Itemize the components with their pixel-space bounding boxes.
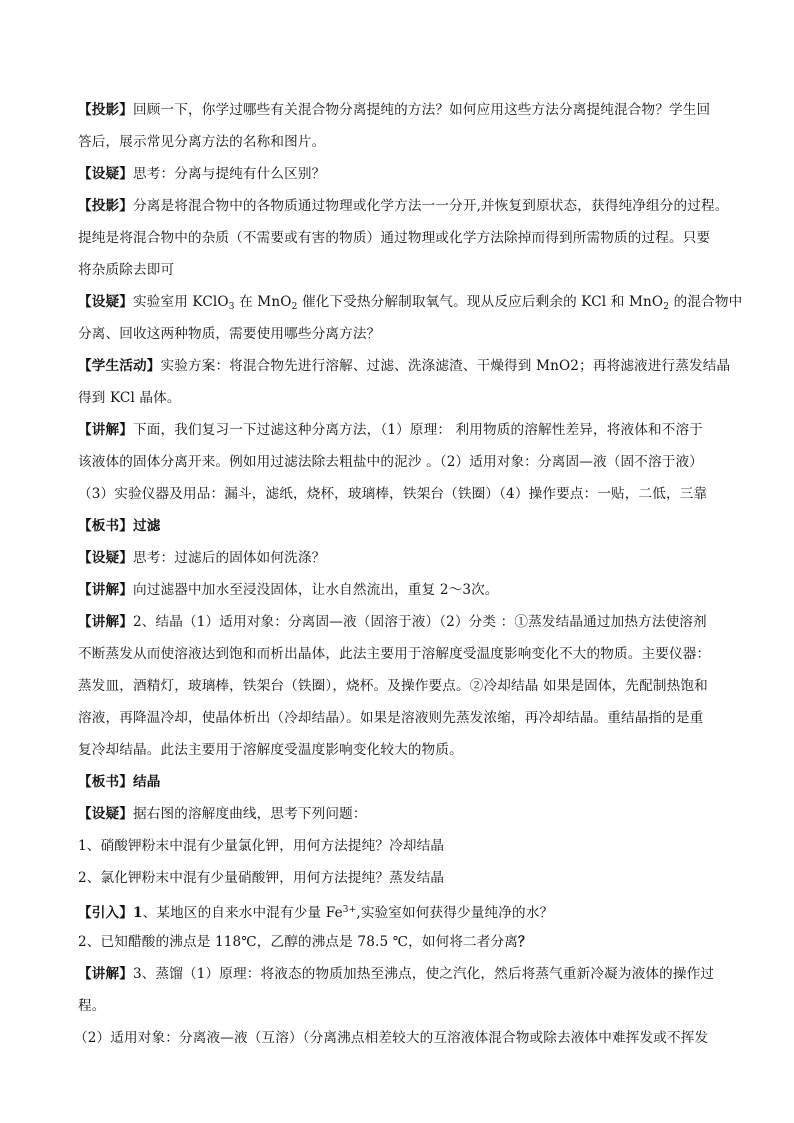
line-text: （3）实验仪器及用品：漏斗，滤纸，烧杯，玻璃棒，铁架台（铁圈）（4）操作要点：一贴，二低，三靠 [78,486,708,502]
line-text: 复冷却结晶。此法主要用于溶解度受温度影响变化较大的物质。 [78,742,463,758]
line-text: 下面，我们复习一下过滤这种分离方法，（1）原理： 利用物质的溶解性差异，将液体和不溶于 [132,422,703,438]
section-tag: 【讲解】 [78,582,133,598]
line-text: 的混合物中 [669,294,743,310]
section-tag: 【引入】 [78,905,133,921]
paragraph-line [78,100,718,120]
line-text: 分离、回收这两种物质，需要使用哪些分离方法？ [78,326,381,342]
paragraph-line [78,932,718,952]
subscript: 3 [228,302,235,312]
paragraph-line [78,740,718,760]
line-text: 答后，展示常见分离方法的名称和图片。 [78,134,326,150]
line-text: 该液体的固体分离开来。例如用过滤法除去粗盐中的泥沙 。（2）适用对象：分离固—液（固不溶于液） [78,454,703,470]
paragraph-line [78,964,718,984]
paragraph-line [78,164,718,184]
line-text: 2、结晶（1）适用对象：分离固—液（固溶于液）（2）分类 ：①蒸发结晶通过加热方法使溶剂 [132,614,707,630]
line-text: 蒸发皿，酒精灯，玻璃棒，铁架台（铁圈），烧杯。及操作要点。②冷却结晶 如果是固体，先配制热饱和 [78,678,708,694]
line-text: ,实验室如何获得少量纯净的水？ [356,905,554,921]
subscript: 2 [291,302,298,312]
section-tag: 【投影】 [78,198,133,214]
paragraph-line [78,260,718,280]
line-text: 将杂质除去即可 [78,262,175,278]
paragraph-line [78,292,743,317]
line-text: 实验室用 KClO [132,294,229,310]
paragraph-line [78,228,718,248]
line-text: 在 MnO [234,294,292,310]
paragraph-line [78,868,718,888]
paragraph-line [78,644,718,664]
paragraph-line [78,356,731,376]
section-tag: 【讲解】 [78,422,133,438]
paragraph-line [78,388,718,408]
line-text: 1、硝酸钾粉末中混有少量氯化钾，用何方法提纯？冷却结晶 [78,838,445,854]
paragraph-line [78,708,718,728]
paragraph-line [78,484,718,504]
paragraph-line [78,452,718,472]
section-tag: 【设疑】 [78,806,133,822]
line-text: 回顾一下，你学过哪些有关混合物分离提纯的方法？如何应用这些方法分离提纯混合物？学生回 [132,102,711,118]
paragraph-line [78,548,718,568]
section-tag: 【设疑】 [78,550,133,566]
line-text: 不断蒸发从而使溶液达到饱和而析出晶体，此法主要用于溶解度受温度影响变化不大的物质。主要仪器： [78,646,711,662]
paragraph-line [78,324,718,344]
line-text: 分离是将混合物中的各物质通过物理或化学方法一一分开,并恢复到原状态，获得纯净组分的过程。 [132,198,729,214]
line-text: 2、氯化钾粉末中混有少量硝酸钾，用何方法提纯？蒸发结晶 [78,870,445,886]
section-tag: 【讲解】 [78,614,133,630]
line-text: 、某地区的自来水中混有少量 Fe [142,905,343,921]
paragraph-line [78,612,718,632]
paragraph-line [78,516,718,536]
line-text: 3、蒸馏（1）原理：将液态的物质加热至沸点，使之汽化，然后将蒸气重新冷凝为液体的操作过 [132,966,715,982]
line-text: 催化下受热分解制取氧气。现从反应后剩余的 KCl 和 MnO [297,294,664,310]
board-heading: 过滤 [132,518,161,534]
line-text: 得到 KCl 晶体。 [78,390,181,406]
superscript: 3+ [342,905,357,915]
paragraph-line [78,996,718,1016]
paragraph-line [78,196,729,216]
section-tag: 【板书】 [78,518,133,534]
paragraph-line [78,676,718,696]
section-tag: 【板书】 [78,774,133,790]
section-tag: 【设疑】 [78,166,133,182]
line-text: 程。 [78,998,106,1014]
section-tag: 【讲解】 [78,966,133,982]
line-text: 提纯是将混合物中的杂质（不需要或有害的物质）通过物理或化学方法除掉而得到所需物质的过程。只要 [78,230,711,246]
line-text: 据右图的溶解度曲线，思考下列问题： [132,806,367,822]
subscript: 2 [663,302,670,312]
paragraph-line [78,132,718,152]
section-tag: 【设疑】 [78,294,133,310]
paragraph-line [78,420,718,440]
paragraph-line [74,1028,714,1048]
paragraph-line [78,836,718,856]
line-text: 2、已知醋酸的沸点是 118℃，乙醇的沸点是 78.5 ℃，如何将二者分离 [78,934,519,950]
section-tag: 【学生活动】 [78,358,161,374]
paragraph-line [78,580,718,600]
line-text: 1 [132,905,143,921]
line-text: 溶液，再降温冷却，使晶体析出（冷却结晶）。如果是溶液则先蒸发浓缩，再冷却结晶。重结晶指的是重 [78,710,704,726]
line-text: 向过滤器中加水至浸没固体，让水自然流出，重复 2～3次。 [132,582,499,598]
paragraph-line [78,772,718,792]
board-heading: 结晶 [132,774,161,790]
paragraph-line [78,804,718,824]
line-text: 思考：过滤后的固体如何洗涤？ [132,550,326,566]
section-tag: 【投影】 [78,102,133,118]
line-text: ？ [518,934,532,950]
paragraph-line [78,900,718,923]
line-text: 实验方案：将混合物先进行溶解、过滤、洗涤滤渣、干燥得到 MnO2；再将滤液进行蒸发结晶 [160,358,731,374]
line-text: 思考：分离与提纯有什么区别？ [132,166,326,182]
line-text: （2）适用对象：分离液—液（互溶）（分离沸点相差较大的互溶液体混合物或除去液体中难挥发或不挥发 [74,1030,709,1046]
